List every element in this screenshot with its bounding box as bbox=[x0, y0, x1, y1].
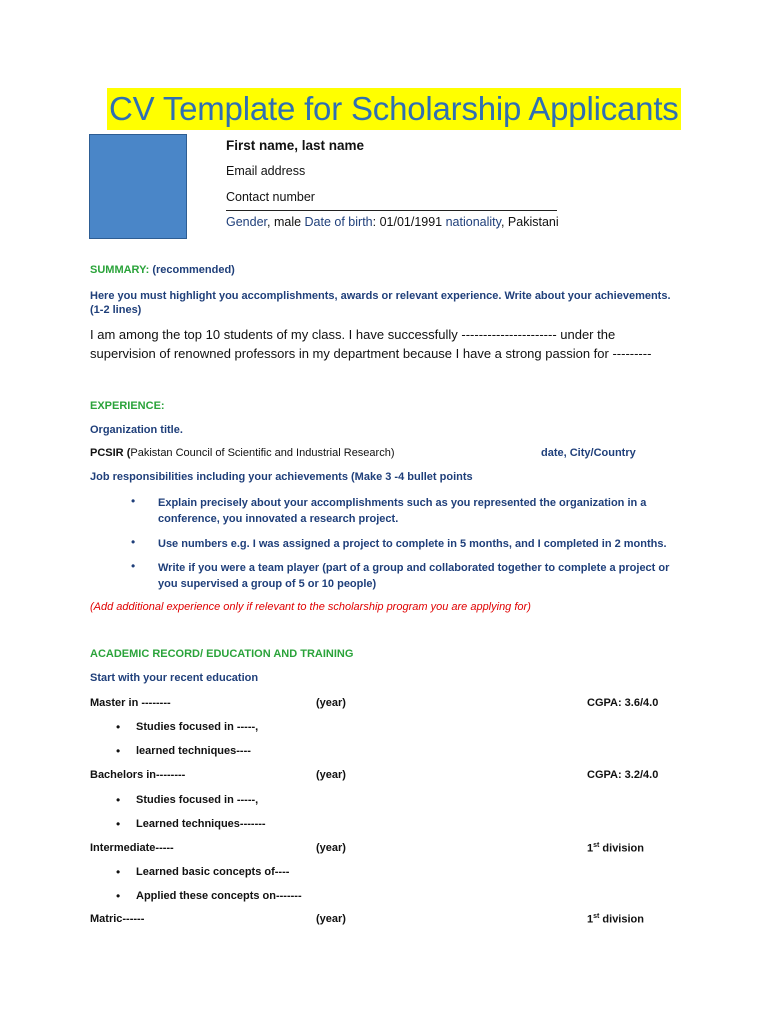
nationality-value: , Pakistani bbox=[500, 215, 559, 229]
education-result: CGPA: 3.6/4.0 bbox=[587, 697, 659, 709]
education-year: (year) bbox=[316, 769, 346, 781]
education-result: CGPA: 3.2/4.0 bbox=[587, 769, 659, 781]
bullet-dot: • bbox=[116, 720, 121, 734]
experience-bullet: Use numbers e.g. I was assigned a project to complete in 5 months, and I completed in 2 months. bbox=[158, 538, 667, 550]
experience-heading: EXPERIENCE: bbox=[90, 400, 165, 412]
organization-abbr: PCSIR bbox=[90, 447, 127, 459]
education-point: learned techniques---- bbox=[136, 745, 251, 757]
applicant-name: First name, last name bbox=[226, 138, 365, 153]
bullet-dot: • bbox=[131, 559, 136, 573]
bullet-dot: • bbox=[116, 889, 121, 903]
gender-label: Gender bbox=[226, 215, 268, 229]
education-year: (year) bbox=[316, 842, 346, 854]
education-point: Applied these concepts on------- bbox=[136, 890, 302, 902]
education-degree: Matric------ bbox=[90, 913, 145, 925]
education-point: Studies focused in -----, bbox=[136, 794, 259, 806]
nationality-label: nationality bbox=[445, 215, 501, 229]
contact-line: Contact number bbox=[226, 190, 315, 204]
bullet-dot: • bbox=[116, 793, 121, 807]
experience-bullet: Write if you were a team player (part of a group and collaborated together to complete a project or you supervised a group of 5 or 10 people) bbox=[158, 562, 670, 590]
division-label: division bbox=[599, 842, 644, 855]
organization-title: Organization title. bbox=[90, 424, 183, 436]
bullet-dot: • bbox=[131, 535, 136, 549]
dob-label: Date of birth bbox=[304, 215, 373, 229]
bullet-dot: • bbox=[116, 744, 121, 758]
bullet-dot: • bbox=[116, 817, 121, 831]
bullet-dot: • bbox=[116, 865, 121, 879]
experience-note: (Add additional experience only if relevant to the scholarship program you are applying for) bbox=[90, 601, 531, 613]
education-year: (year) bbox=[316, 697, 346, 709]
division-suffix: st bbox=[593, 913, 600, 920]
education-degree: Master in -------- bbox=[90, 697, 171, 709]
photo-placeholder bbox=[89, 134, 187, 239]
summary-heading-label: SUMMARY: bbox=[90, 264, 153, 276]
gender-value: , male bbox=[267, 215, 305, 229]
academic-heading: ACADEMIC RECORD/ EDUCATION AND TRAINING bbox=[90, 648, 354, 660]
academic-subheading: Start with your recent education bbox=[90, 672, 259, 684]
header-rule bbox=[226, 210, 557, 211]
email-line: Email address bbox=[226, 164, 306, 178]
education-year: (year) bbox=[316, 913, 346, 925]
division-number: 1 bbox=[587, 913, 594, 926]
organization-paren: ( bbox=[126, 447, 131, 459]
education-result bbox=[587, 913, 644, 926]
division-suffix: st bbox=[593, 842, 600, 849]
division-number: 1 bbox=[587, 842, 594, 855]
education-point: Learned techniques------- bbox=[136, 818, 266, 830]
division-label: division bbox=[599, 913, 644, 926]
bullet-dot: • bbox=[131, 494, 136, 508]
experience-date-location: date, City/Country bbox=[541, 447, 636, 459]
dob-value: : 01/01/1991 bbox=[372, 215, 446, 229]
experience-bullet: Explain precisely about your accomplishments such as you represented the organization in a conference, you innovated a research project. bbox=[158, 497, 647, 525]
page-title: CV Template for Scholarship Applicants bbox=[107, 88, 681, 130]
responsibilities-line: Job responsibilities including your achievements (Make 3 -4 bullet points bbox=[90, 471, 473, 483]
organization-line bbox=[90, 447, 395, 459]
personal-details bbox=[226, 215, 559, 229]
education-degree: Intermediate----- bbox=[90, 842, 174, 854]
education-point: Studies focused in -----, bbox=[136, 721, 259, 733]
summary-instruction: Here you must highlight you accomplishments, awards or relevant experience. Write about your achievements. (1-2 lines) bbox=[90, 290, 671, 316]
organization-full-name: Pakistan Council of Scientific and Industrial Research) bbox=[130, 447, 395, 459]
education-degree: Bachelors in-------- bbox=[90, 769, 186, 781]
education-result bbox=[587, 842, 644, 855]
summary-body: I am among the top 10 students of my class. I have successfully ---------------------- under the supervision of renowned professors in my department because I have a strong passion for --------- bbox=[90, 327, 652, 361]
education-point: Learned basic concepts of---- bbox=[136, 866, 290, 878]
summary-heading-note: (recommended) bbox=[152, 264, 235, 276]
summary-heading bbox=[90, 264, 235, 276]
